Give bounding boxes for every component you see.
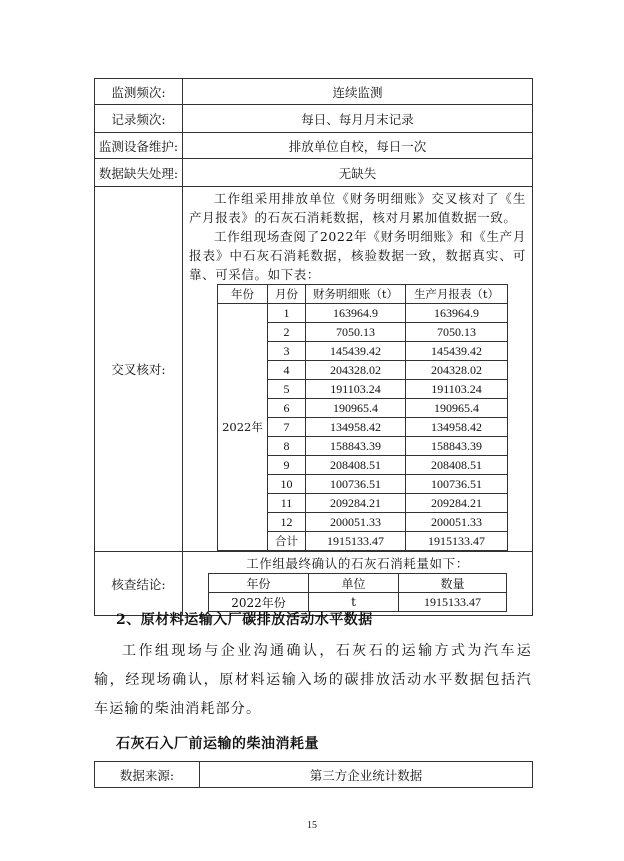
cross-table-header-3: 生产月报表（t） [406, 285, 508, 304]
conclusion-table [208, 573, 507, 612]
freq-value: 连续监测 [183, 79, 533, 105]
cross-table-finance-value: 191103.24 [306, 380, 406, 399]
cross-table-finance-value: 208408.51 [306, 456, 406, 475]
cross-table-month: 6 [268, 399, 306, 418]
conclusion-text: 工作组最终确认的石灰石消耗量如下： [246, 556, 469, 571]
record-label: 记录频次: [95, 105, 183, 133]
cross-table-finance-value: 100736.51 [306, 475, 406, 494]
conclusion-label: 核查结论: [95, 552, 183, 616]
cross-check-label: 交叉核对: [95, 187, 183, 552]
cross-check-table [217, 284, 508, 551]
cross-table-finance-value: 163964.9 [306, 304, 406, 323]
section-paragraph: 工作组现场与企业沟通确认，石灰石的运输方式为汽车运输，经现场确认，原材料运输入场的碳排放活动水平数据包括汽车运输的柴油消耗部分。 [94, 643, 532, 717]
monitoring-table [94, 78, 533, 616]
cross-table-header-row [218, 285, 508, 304]
missing-data-value: 无缺失 [183, 159, 533, 187]
cross-table-report-value: 204328.02 [406, 361, 508, 380]
conclusion-amount: 1915133.47 [399, 593, 507, 612]
cross-table-month: 8 [268, 437, 306, 456]
cross-table-finance-value: 158843.39 [306, 437, 406, 456]
conclusion-header-unit: 单位 [309, 574, 399, 593]
cross-table-report-value: 208408.51 [406, 456, 508, 475]
cross-table-report-value: 200051.33 [406, 513, 508, 532]
data-source-label: 数据来源: [95, 762, 200, 788]
cross-table-month: 9 [268, 456, 306, 475]
cross-table-month: 10 [268, 475, 306, 494]
cross-table-report-value: 134958.42 [406, 418, 508, 437]
cross-table-finance-value: 1915133.47 [306, 532, 406, 551]
conclusion-cell [183, 552, 533, 616]
conclusion-unit: t [309, 593, 399, 612]
cross-check-cell [183, 187, 533, 552]
cross-table-finance-value: 200051.33 [306, 513, 406, 532]
cross-table-report-value: 158843.39 [406, 437, 508, 456]
cross-table-finance-value: 209284.21 [306, 494, 406, 513]
cross-table-report-value: 191103.24 [406, 380, 508, 399]
cross-table-report-value: 7050.13 [406, 323, 508, 342]
cross-table-month: 2 [268, 323, 306, 342]
record-value: 每日、每月月末记录 [183, 105, 533, 133]
cross-table-header-2: 财务明细账（t） [306, 285, 406, 304]
cross-check-paragraph-1: 工作组采用排放单位《财务明细账》交叉核对了《生产月报表》的石灰石消耗数据，核对月累加值数据一致。 [189, 191, 526, 225]
cross-table-month: 4 [268, 361, 306, 380]
cross-table-report-value: 163964.9 [406, 304, 508, 323]
section-heading: 2、原材料运输入厂碳排放活动水平数据 [116, 612, 373, 628]
conclusion-header-amount: 数量 [399, 574, 507, 593]
page-number: 15 [307, 820, 317, 831]
cross-table-report-value: 190965.4 [406, 399, 508, 418]
cross-table-month: 7 [268, 418, 306, 437]
missing-data-label: 数据缺失处理: [95, 159, 183, 187]
cross-table-finance-value: 145439.42 [306, 342, 406, 361]
cross-table-finance-value: 190965.4 [306, 399, 406, 418]
table-row [218, 304, 508, 323]
cross-table-report-value: 1915133.47 [406, 532, 508, 551]
cross-table-month: 合计 [268, 532, 306, 551]
cross-table-report-value: 209284.21 [406, 494, 508, 513]
freq-label: 监测频次: [95, 79, 183, 105]
section-subheading: 石灰石入厂前运输的柴油消耗量 [116, 736, 319, 752]
cross-table-year: 2022年 [218, 304, 268, 551]
maintenance-label: 监测设备维护: [95, 133, 183, 159]
cross-table-month: 1 [268, 304, 306, 323]
cross-table-report-value: 145439.42 [406, 342, 508, 361]
cross-table-finance-value: 7050.13 [306, 323, 406, 342]
cross-table-finance-value: 134958.42 [306, 418, 406, 437]
data-source-table [94, 761, 533, 788]
cross-table-header-1: 月份 [268, 285, 306, 304]
cross-table-month: 12 [268, 513, 306, 532]
cross-table-month: 5 [268, 380, 306, 399]
cross-check-paragraph-2: 工作组现场查阅了2022年《财务明细账》和《生产月报表》中石灰石消耗数据，核验数据一致，数据真实、可靠、可采信。如下表： [189, 229, 526, 282]
data-source-value: 第三方企业统计数据 [200, 762, 533, 788]
cross-table-header-0: 年份 [218, 285, 268, 304]
cross-table-report-value: 100736.51 [406, 475, 508, 494]
conclusion-year: 2022年份 [209, 593, 309, 612]
maintenance-value: 排放单位自校，每日一次 [183, 133, 533, 159]
cross-table-finance-value: 204328.02 [306, 361, 406, 380]
cross-table-month: 11 [268, 494, 306, 513]
cross-check-table-body [218, 285, 508, 551]
cross-table-month: 3 [268, 342, 306, 361]
conclusion-header-year: 年份 [209, 574, 309, 593]
